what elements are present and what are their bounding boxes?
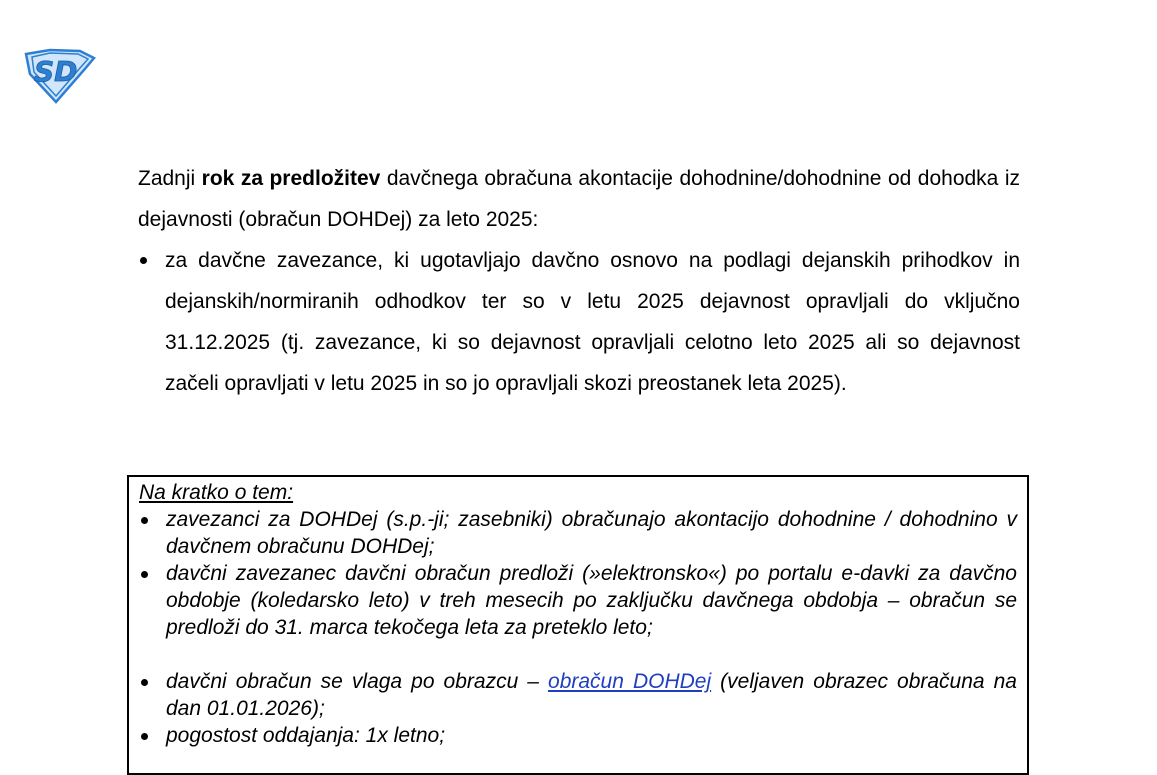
dohdej-form-link[interactable]: obračun DOHDej <box>548 670 712 693</box>
bullet-dot-icon <box>141 679 148 686</box>
summary-box-title: Na kratko o tem: <box>139 481 294 504</box>
intro-paragraph <box>138 158 1020 240</box>
intro-bullet-text: za davčne zavezance, ki ugotavljajo davčno osnovo na podlagi dejanskih prihodkov in dejanskih/normiranih odhodkov ter so v letu 2025 dejavnost opravljali do vključno 31.12.2025 (tj. zavezance, ki so dejavnost opravljali celotno leto 2025 ali so dejavnost začeli opravljati v letu 2025 in so jo opravljali skozi preostanek leta 2025). <box>165 249 1020 395</box>
intro-text-after: davčnega obračuna akontacije dohodnine/dohodnine od dohodka iz dejavnosti (obračun DOHDej) za leto 2025: <box>138 167 1020 231</box>
summary-item-text: pogostost oddajanja: 1x letno; <box>166 724 446 747</box>
bullet-dot-icon <box>141 733 148 740</box>
form-text-after: (veljaven obrazec obračuna na dan 01.01.2026); <box>166 670 1017 720</box>
summary-list-item <box>139 722 1017 749</box>
intro-text-before: Zadnji <box>138 167 202 190</box>
summary-box <box>127 475 1029 775</box>
intro-bullet-list <box>138 240 1020 404</box>
bullet-dot-icon <box>141 571 148 578</box>
intro-section <box>138 158 1020 404</box>
summary-list-item <box>139 560 1017 641</box>
intro-bold-deadline: rok za predložitev <box>201 167 381 190</box>
intro-bullet-item <box>138 240 1020 404</box>
form-text-before: davčni obračun se vlaga po obrazcu – <box>166 670 549 693</box>
bullet-dot-icon <box>140 257 147 264</box>
summary-list-item-form <box>139 668 1017 722</box>
summary-item-text: davčni zavezanec davčni obračun predloži (»elektronsko«) po portalu e-davki za davčno obdobje (koledarsko leto) v treh mesecih po zaključku davčnega obdobja – obračun se predloži do 31. marca tekočega leta za preteklo leto; <box>166 562 1017 639</box>
summary-item-text: zavezanci za DOHDej (s.p.-ji; zasebniki) obračunajo akontacijo dohodnine / dohodnino v davčnem obračunu DOHDej; <box>166 508 1017 558</box>
svg-text:SD: SD <box>34 55 78 88</box>
summary-list-item <box>139 506 1017 560</box>
summary-list <box>139 506 1017 749</box>
bullet-dot-icon <box>141 517 148 524</box>
company-logo <box>22 48 96 104</box>
